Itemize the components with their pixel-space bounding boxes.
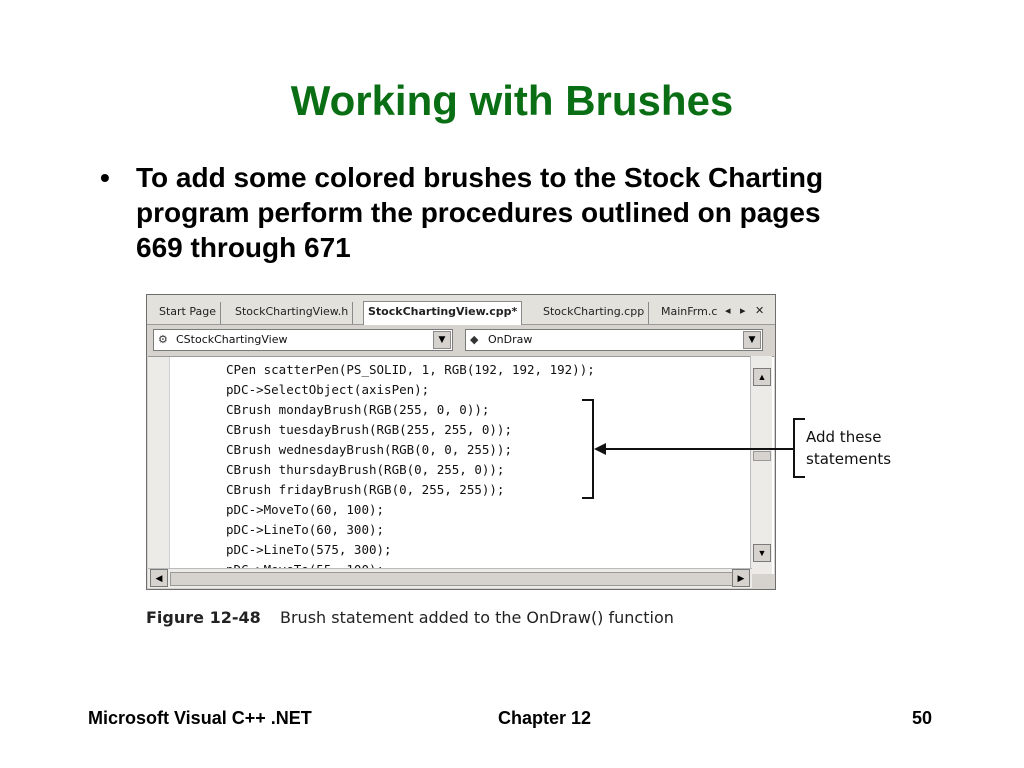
horizontal-scroll-thumb[interactable] — [170, 572, 736, 586]
tab-scroll-right-icon[interactable]: ▸ — [740, 304, 746, 317]
callout-line-2: statements — [806, 450, 892, 468]
scroll-down-icon[interactable]: ▼ — [753, 544, 771, 562]
statements-bracket — [582, 399, 594, 499]
member-dropdown[interactable] — [465, 329, 763, 351]
tab-stockchartingview-cpp[interactable]: StockChartingView.cpp* — [363, 301, 522, 325]
code-line: CPen scatterPen(PS_SOLID, 1, RGB(192, 192, 192)); — [226, 362, 595, 377]
scroll-thumb[interactable] — [753, 451, 771, 461]
code-line: pDC->MoveTo(60, 100); — [226, 502, 385, 517]
chevron-down-icon[interactable]: ▼ — [743, 331, 761, 349]
tab-bar — [147, 295, 775, 325]
tab-start-page[interactable]: Start Page — [155, 302, 221, 324]
scroll-left-icon[interactable]: ◀ — [150, 569, 168, 587]
class-dropdown[interactable] — [153, 329, 453, 351]
code-line: pDC->SelectObject(axisPen); — [226, 382, 430, 397]
editor-gutter — [148, 357, 170, 574]
code-line: CBrush thursdayBrush(RGB(0, 255, 0)); — [226, 462, 505, 477]
code-editor[interactable] — [148, 356, 774, 574]
tab-stockchartingview-h[interactable]: StockChartingView.h — [231, 302, 353, 324]
footer-page-number: 50 — [912, 708, 933, 728]
tab-scroll-left-icon[interactable]: ◂ — [725, 304, 731, 317]
code-line: CBrush tuesdayBrush(RGB(255, 255, 0)); — [226, 422, 512, 437]
tab-stockcharting-cpp[interactable]: StockCharting.cpp — [539, 302, 649, 324]
class-dropdown-value: CStockChartingView — [176, 333, 288, 346]
ide-window — [146, 294, 776, 590]
figure-caption: Brush statement added to the OnDraw() function — [280, 608, 674, 627]
member-dropdown-value: OnDraw — [488, 333, 533, 346]
arrow-line — [604, 448, 794, 450]
footer-chapter: Chapter 12 — [498, 708, 592, 728]
code-line: CBrush mondayBrush(RGB(255, 0, 0)); — [226, 402, 490, 417]
code-lines — [226, 360, 595, 574]
close-icon[interactable]: ✕ — [755, 304, 765, 317]
callout-line-1: Add these — [806, 428, 882, 446]
callout-text — [806, 426, 926, 470]
code-line: CBrush fridayBrush(RGB(0, 255, 255)); — [226, 482, 505, 497]
code-line: pDC->LineTo(60, 300); — [226, 522, 385, 537]
bullet-text: To add some colored brushes to the Stock Charting program perform the procedures outlined on pages 669 through 671 — [136, 162, 824, 263]
slide-title: Working with Brushes — [290, 77, 734, 124]
class-icon: ⚙ — [158, 333, 168, 346]
bullet-dot: • — [100, 162, 110, 193]
chevron-down-icon[interactable]: ▼ — [433, 331, 451, 349]
scroll-up-icon[interactable]: ▲ — [753, 368, 771, 386]
footer-course: Microsoft Visual C++ .NET — [88, 708, 312, 728]
callout-bracket — [793, 418, 805, 478]
tab-mainfrm[interactable]: MainFrm.c — [661, 305, 718, 318]
code-line: pDC->LineTo(575, 300); — [226, 542, 392, 557]
horizontal-scrollbar[interactable] — [148, 568, 752, 588]
method-icon: ◆ — [470, 333, 479, 346]
vertical-scrollbar[interactable] — [750, 356, 772, 574]
code-line: CBrush wednesdayBrush(RGB(0, 0, 255)); — [226, 442, 512, 457]
scroll-right-icon[interactable]: ▶ — [732, 569, 750, 587]
figure-label: Figure 12-48 — [146, 608, 261, 627]
